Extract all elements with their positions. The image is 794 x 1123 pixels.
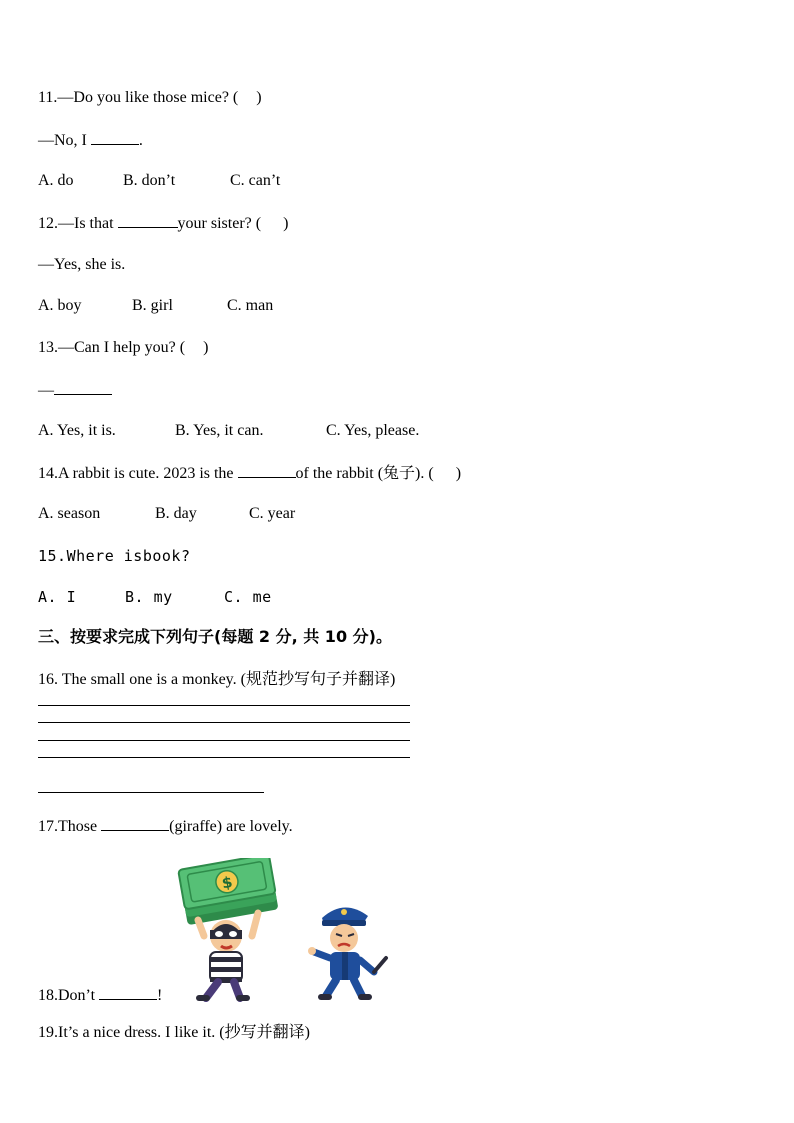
writing-line-3[interactable]: [38, 740, 410, 741]
q11-blank[interactable]: [91, 130, 139, 145]
q11-option-a[interactable]: A. do: [38, 172, 74, 189]
police-officer-icon: [308, 907, 386, 1000]
writing-line-2[interactable]: [38, 722, 410, 723]
q14-blank[interactable]: [238, 463, 296, 478]
q17-question: 17.Those (giraffe) are lovely.: [38, 818, 293, 835]
q13-option-a[interactable]: A. Yes, it is.: [38, 422, 116, 439]
q13-blank[interactable]: [54, 380, 112, 395]
writing-line-4[interactable]: [38, 757, 410, 758]
writing-line-5[interactable]: [38, 792, 264, 793]
q13-option-c[interactable]: C. Yes, please.: [326, 422, 420, 439]
q15-option-a[interactable]: A. I: [38, 588, 77, 606]
q12-answer: —Yes, she is.: [38, 256, 126, 273]
thief-police-illustration: [176, 858, 396, 1003]
thief-icon: [196, 913, 258, 1001]
q18-question: 18.Don’t !: [38, 987, 163, 1004]
q18-blank[interactable]: [99, 985, 157, 1000]
q15-option-c[interactable]: C. me: [224, 588, 272, 606]
q13-question: 13.—Can I help you? ( ): [38, 339, 209, 356]
q13-answer: —: [38, 380, 112, 401]
q11-answer: —No, I .: [38, 132, 143, 149]
section3-heading: 三、按要求完成下列句子(每题 2 分, 共 10 分)。: [38, 627, 392, 646]
q19-question: 19.It’s a nice dress. I like it. (抄写并翻译): [38, 1024, 310, 1041]
q15-option-b[interactable]: B. my: [125, 588, 173, 606]
q14-question: 14.A rabbit is cute. 2023 is the of the rabbit (兔子). ( ): [38, 465, 462, 482]
q15-question: 15.Where isbook?: [38, 547, 191, 565]
q17-blank[interactable]: [101, 816, 169, 831]
q16-question: 16. The small one is a monkey. (规范抄写句子并翻译): [38, 671, 396, 688]
svg-text:$: $: [220, 872, 234, 893]
q11-option-c[interactable]: C. can’t: [230, 172, 281, 189]
writing-line-1[interactable]: [38, 705, 410, 706]
q13-option-b[interactable]: B. Yes, it can.: [175, 422, 264, 439]
q11-option-b[interactable]: B. don’t: [123, 172, 176, 189]
q14-option-a[interactable]: A. season: [38, 505, 101, 522]
q12-option-b[interactable]: B. girl: [132, 297, 173, 314]
q12-question: 12.—Is that your sister? ( ): [38, 215, 289, 232]
q14-option-b[interactable]: B. day: [155, 505, 197, 522]
q12-option-a[interactable]: A. boy: [38, 297, 82, 314]
money-bundle-icon: [178, 858, 278, 925]
q11-question: 11.—Do you like those mice? ( ): [38, 89, 262, 106]
q14-option-c[interactable]: C. year: [249, 505, 296, 522]
q12-option-c[interactable]: C. man: [227, 297, 274, 314]
q12-blank[interactable]: [118, 213, 178, 228]
